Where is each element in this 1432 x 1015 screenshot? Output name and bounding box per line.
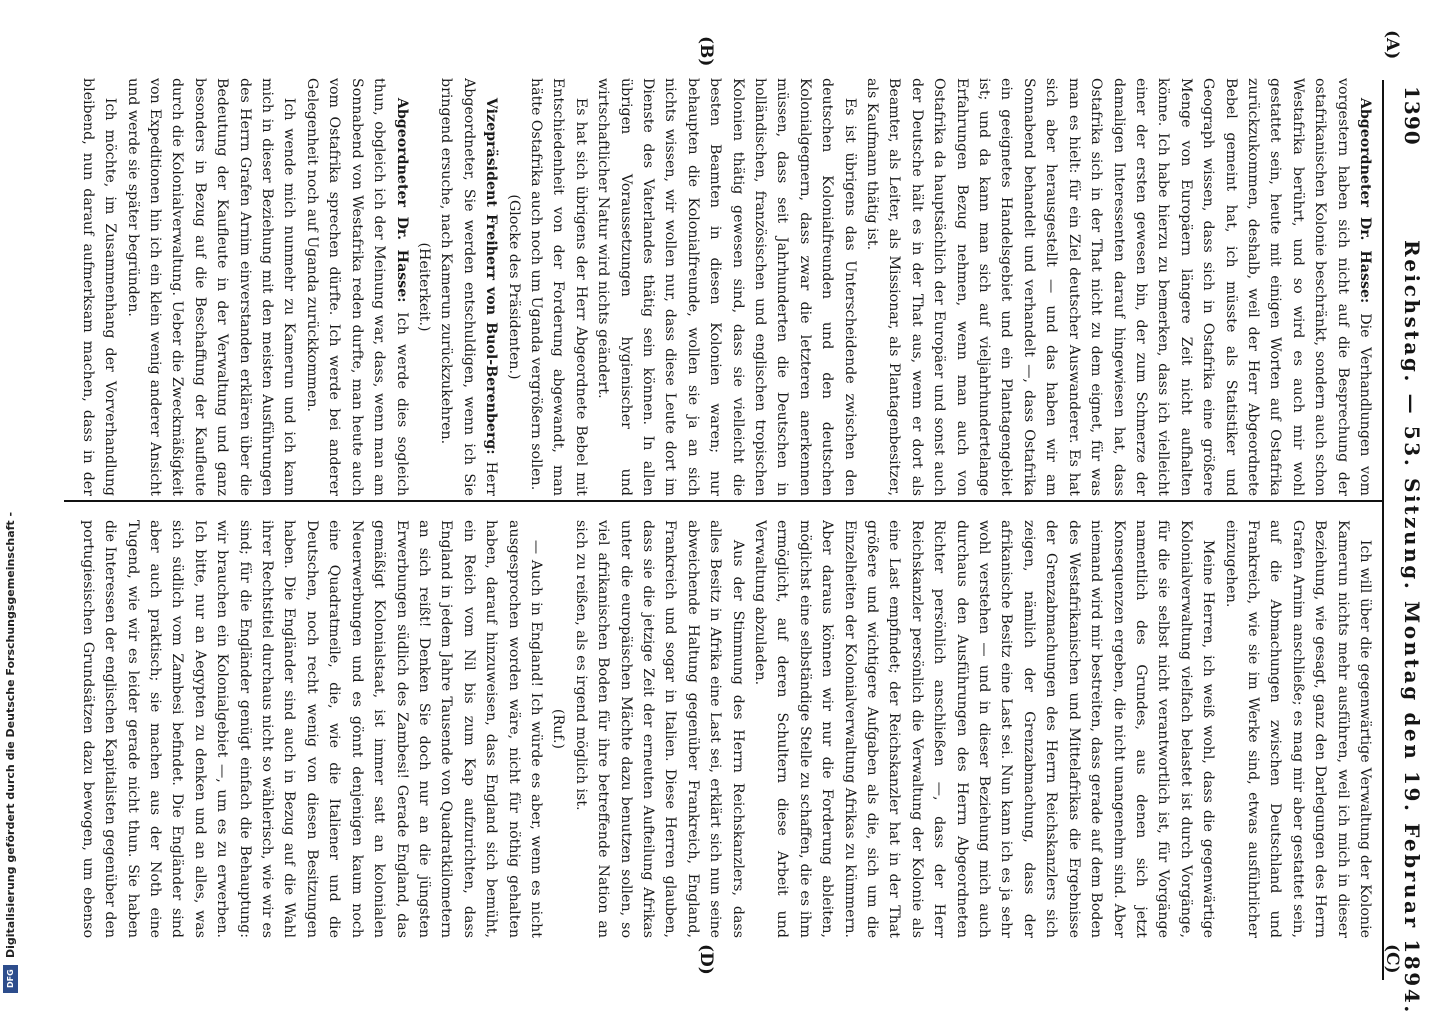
paragraph-text: Es ist übrigens das Unterscheidende zwischen den deutschen Kolonialfreunden und den deutschen Kolonialgegnern, dass zwar die letzteren anerkennen müssen, dass seit Jahrhunderten die Deutschen in holländischen, französischen und englischen tropischen Kolonien thätig gewesen sind, dass sie vielleicht die besten Beamten in diesen Kolonien waren; nur behaupten die Kolonialfreunde, wollen sie ja an sich nichts wissen, wir wollen nur, dass diese Leute dort im Dienste des Vaterlandes thätig sein können. In allen übrigen Voraussetzungen hygienischer und wirtschaftlicher Natur wird nichts geändert. [595,78,858,496]
paragraph: (Heiterkeit.) [415,242,432,332]
marker-d: (D) [696,944,716,975]
marker-c: (C) [1382,944,1402,974]
paragraph-text: Aus der Stimmung des Herrn Reichskanzlers, dass alles Besitz in Afrika eine Last sei, erklärt sich nun seine abweichende Haltung gegenüber Frankreich, England, Frankreich und sogar in Italien. Diese Herren glauben, dass sie die jetzige Zeit der erneuten Aufteilung Afrikas unter die europäischen Mächte dazu benutzen sollen, so viel afrikanischen Boden für ihre betreffende Nation an sich zu reißen, als es irgend möglich ist. [572,520,746,938]
paragraph [749,520,1220,938]
paragraph-text: Ich möchte, im Zusammenhang der Vorverhandlung bleibend, nun darauf aufmerksam machen, dass in der [79,78,119,496]
paragraph: (Glocke des Präsidenten.) [505,194,522,380]
paragraph [435,78,502,496]
paragraph-text: Ich werde dies sogleich thun, obgleich ich der Meinung war, dass, wenn man am Sonnabend von Westafrika reden durfte, man heute auch vom Ostafrika sprechen dürfte. Ich werde bei anderer Gelegenheit noch auf Uganda zurückkommen. [303,78,410,496]
paragraph [121,78,300,496]
paragraph-text: Ich will über die gegenwärtige Verwaltung der Kolonie Kamerun nichts mehr ausführen, weil ich mich in dieser Beziehung, wie gesagt, ganz den Darlegungen des Herrn Grafen Arnim anschließe; es mag mir aber gestattet sein, auf die Abmachungen zwischen Deutschland und Frankreich, wie sie im Werke sind, etwas ausführlicher einzugehen. [1222,520,1373,938]
text-column-right [76,520,1376,938]
speaker-name: Abgeordneter Dr. Hasse: [393,97,410,313]
paragraph: (Ruf.) [550,708,567,750]
paragraph [569,520,748,938]
paragraph [76,78,121,496]
page-header-title: Reichstag. — 53. Sitzung. Montag den 19. Februar 1894. [1400,240,1424,1015]
marker-a: (A) [1382,30,1402,60]
page-number: 1390 [1400,86,1424,146]
paragraph-text: Ich wende mich nunmehr zu Kamerun und ich kann mich in dieser Beziehung mit den meisten Ausführungen des Herrn Grafen Arnim einverstanden erklären über die Bedeutung der Kaufleute in der Verwaltung und ganz besonders in Bezug auf die Beschaffung der Kaufleute durch die Kolonialverwaltung. Ueber die Zweckmäßigkeit von Expeditionen hin ich ein klein wenig anderer Ansicht und werde sie später begründen. [124,78,298,496]
paragraph [592,78,861,496]
paragraph-text: Es hat sich übrigens der Herr Abgeordnete Bebel mit Entschiedenheit von der Forderung abgewandt, man hätte Ostafrika auch noch um Uganda vergrößern sollen. [527,78,589,496]
text-column-left [76,78,1376,496]
column-divider [64,500,1382,502]
paragraph [1219,520,1376,938]
dfg-logo-icon: DFG [3,965,18,993]
paragraph-text: — Auch in England! Ich würde es aber, wenn es nicht ausgesprochen worden wäre, nicht für nöthig gehalten haben, darauf hinzuweisen, dass England sich bemüht, ein Reich vom Nil bis zum Kap aufzurichten, dass England in jedem Jahre Tausende von Quadratkilometern an sich reißt! Denken Sie doch nur an die jüngsten Erwerbungen südlich des Zambesi! Gerade England, das gemäßigt Kolonialstaat, ist immer satt an kolonialen Neuerwerbungen und es gönnt denjenigen kaum noch eine Quadratmeile, die, wie die Italiener und die Deutschen, noch recht wenig von diesen Besitzungen haben. Die Engländer sind auch in Bezug auf die Wahl ihrer Rechtstitel durchaus nicht so wählerisch, wie wir es sind; für die Engländer genügt einfach die Behauptung: wir brauchen ein Kolonialgebiet —, um es zu erwerben. Ich bitte, nur an Aegypten zu denken und an alles, was sich südlich vom Zambesi befindet. Die Engländer sind aber auch praktisch; sie machen aus der Noth eine Tugend, wie wir es leider gerade nicht thun. Sie haben die Interessen der englischen Kapitalisten gegenüber den portugiesischen Grundsätzen dazu bewogen, um ebenso [79,520,544,938]
paragraph [301,78,413,496]
speaker-name: Vizepräsident Freiherr von Buol-Berenberg: [483,97,500,462]
footer-strip [0,0,22,1000]
paragraph-text: Meine Herren, ich weiß wohl, dass die gegenwärtige Kolonialverwaltung vielfach belastet ist durch Vorgänge, für die sie selbst nicht verantwortlich ist, für Vorgänge namentlich des Grundes, aus denen sich jetzt Konsequenzen ergeben, die nicht unangenehm sind. Aber niemand wird mir bestreiten, dass gerade auf dem Boden des Westafrikanischen und Mittelafrikas die Ergebnisse der Grenzabmachungen des Herrn Reichskanzlers sich zeigen, nämlich der Grenzabmachung, dass der afrikanische Besitz eine Last sei. Nun kann ich es ja sehr wohl verstehen — und in dieser Beziehung mich auch durchaus den Ausführungen des Herrn Abgeordneten Richter persönlich anschließen —, dass der Herr Reichskanzler persönlich die Verwaltung der Kolonie als eine Last empfindet; der Reichskanzler hat in der That größere und wichtigere Aufgaben als die, sich um die Einzelheiten der Kolonialverwaltung Afrikas zu kümmern. Aber daraus können wir nur die Forderung ableiten, möglichst eine selbständige Stelle zu schaffen, die es ihm ermöglicht, auf deren Schultern diese Arbeit und Verwaltung abzuladen. [752,520,1217,938]
marker-b: (B) [696,36,716,67]
paragraph [76,520,547,938]
paragraph-text: Die Verhandlungen vom vorgestern haben sich nicht auf die Besprechung der ostafrikanischen Kolonie beschränkt, sondern auch schon Westafrika berührt, und so wird es auch mir wohl gestattet sein, heute mit einigen Worten auf Ostafrika zurückzukommen, deshalb, weil der Herr Abgeordnete Bebel gemeint hat, ich müsste als Statistiker und Geograph wissen, dass sich in Ostafrika eine größere Menge von Europäern längere Zeit nicht aufhalten könne. Ich habe hierzu zu bemerken, dass ich vielleicht einer der ersten gewesen bin, der zum Schmerze der damaligen Interessenten darauf hingewiesen hat, dass Ostafrika sich in der That nicht zu dem eignet, für was man es hielt: für ein Ziel deutscher Auswanderer. Es hat sich aber herausgestellt — und das haben wir am Sonnabend behandelt und verhandelt —, dass Ostafrika ein geeignetes Handelsgebiet und ein Plantagengebiet ist; und da kann man sich auf vieljahrhundertelange Erfahrungen Bezug nehmen, wenn man auch von Ostafrika da hauptsächlich der Europäer und sonst auch der Deutsche hält es in der That aus, wenn er dort als Beamter, als Leiter, als Missionar, als Plantagenbesitzer, als Kaufmann thätig ist. [864,78,1373,496]
paragraph [525,78,592,496]
paragraph-text: Herr Abgeordneter, Sie werden entschuldigen, wenn ich Sie bringend ersuche, nach Kamerun zurückzukehren. [438,78,500,496]
header-rule [1382,80,1384,980]
speaker-name: Abgeordneter Dr. Hasse: [1357,97,1373,314]
footer-credit: Digitalisierung gefördert durch die Deutsche Forschungsgemeinschaft - [4,511,17,958]
paragraph [861,78,1376,496]
